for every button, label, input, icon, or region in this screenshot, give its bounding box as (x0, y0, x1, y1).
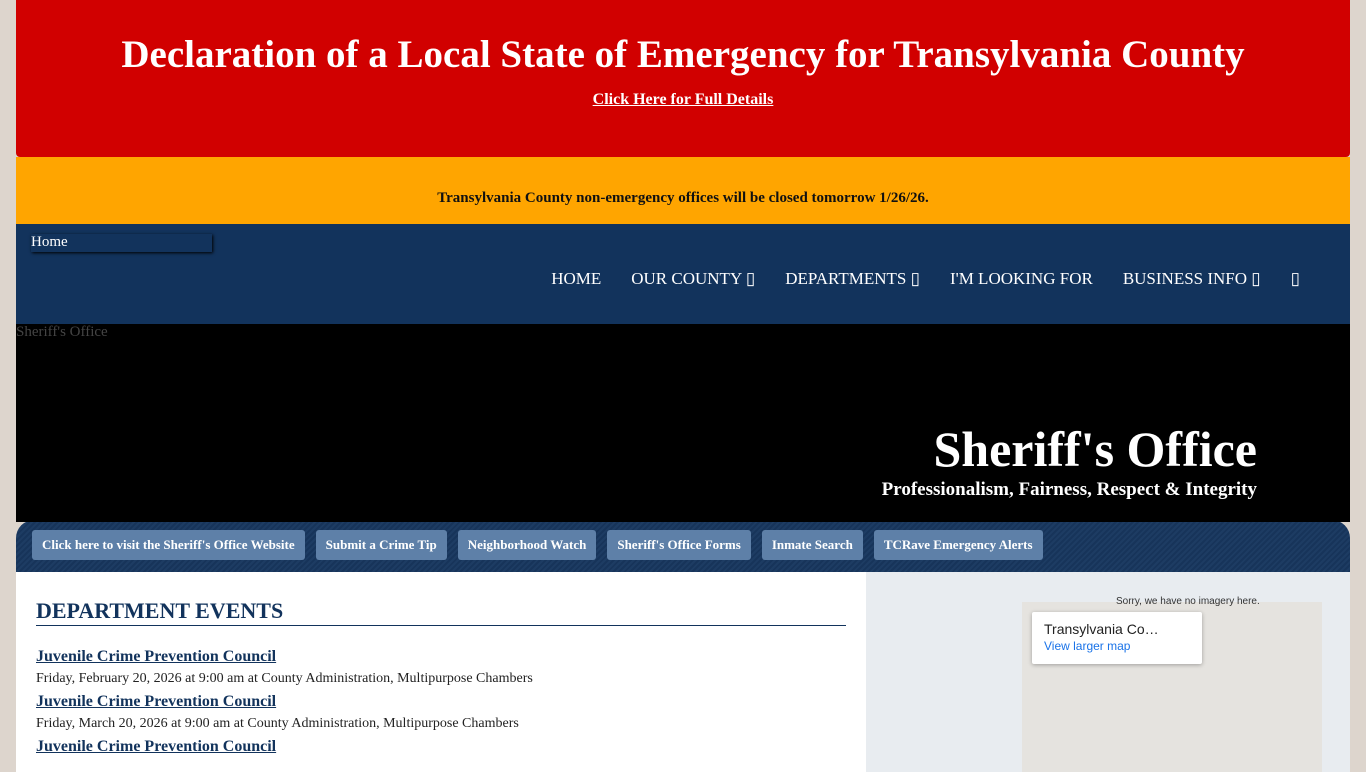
quick-links-bar (16, 520, 1350, 572)
events-heading: DEPARTMENT EVENTS (36, 598, 846, 626)
map-place-name: Transylvania Co… (1044, 621, 1159, 637)
page-title: Sheriff's Office (933, 421, 1257, 477)
no-imagery-text: Sorry, we have no imagery here. (1116, 596, 1260, 607)
hero-banner (16, 324, 1350, 522)
nav-business-info[interactable]: BUSINESS INFO ▯ (1122, 269, 1261, 288)
department-events (16, 572, 866, 772)
neighborhood-watch-button[interactable]: Neighborhood Watch (458, 530, 597, 560)
list-item (36, 738, 846, 756)
closure-notice: Transylvania County non-emergency offices will be closed tomorrow 1/26/26. (16, 157, 1350, 224)
emergency-alerts-button[interactable]: TCRave Emergency Alerts (874, 530, 1043, 560)
event-link[interactable]: Juvenile Crime Prevention Council (36, 738, 277, 755)
nav-home[interactable]: HOME (551, 269, 602, 288)
nav-looking-for[interactable]: I'M LOOKING FOR (949, 269, 1093, 288)
event-link[interactable]: Juvenile Crime Prevention Council (36, 648, 277, 665)
sidebar (866, 572, 1350, 772)
view-larger-map-link[interactable]: View larger map (1044, 639, 1131, 653)
map-embed[interactable] (1022, 596, 1322, 772)
full-details-link[interactable]: Click Here for Full Details (592, 91, 774, 108)
emergency-banner (16, 0, 1350, 157)
nav-our-county[interactable]: OUR COUNTY ▯ (631, 269, 756, 288)
hero-image: Sheriff's Office (16, 324, 108, 340)
main-nav (16, 224, 1350, 324)
forms-button[interactable]: Sheriff's Office Forms (607, 530, 750, 560)
sheriff-website-button[interactable]: Click here to visit the Sheriff's Office Website (32, 530, 305, 560)
search-icon[interactable]: ▯ (1290, 269, 1300, 288)
inmate-search-button[interactable]: Inmate Search (762, 530, 863, 560)
map-info-card (1032, 612, 1202, 664)
nav-departments[interactable]: DEPARTMENTS ▯ (785, 269, 920, 288)
home-logo[interactable]: Home (31, 234, 212, 252)
emergency-title: Declaration of a Local State of Emergency for Transylvania County (121, 33, 1245, 76)
page-subtitle: Professionalism, Fairness, Respect & Integrity (881, 479, 1257, 500)
list-item (36, 693, 846, 732)
event-link[interactable]: Juvenile Crime Prevention Council (36, 693, 277, 710)
event-detail: Friday, March 20, 2026 at 9:00 am at County Administration, Multipurpose Chambers (36, 716, 519, 731)
event-detail: Friday, February 20, 2026 at 9:00 am at County Administration, Multipurpose Chambers (36, 671, 533, 686)
list-item (36, 648, 846, 687)
crime-tip-button[interactable]: Submit a Crime Tip (316, 530, 447, 560)
